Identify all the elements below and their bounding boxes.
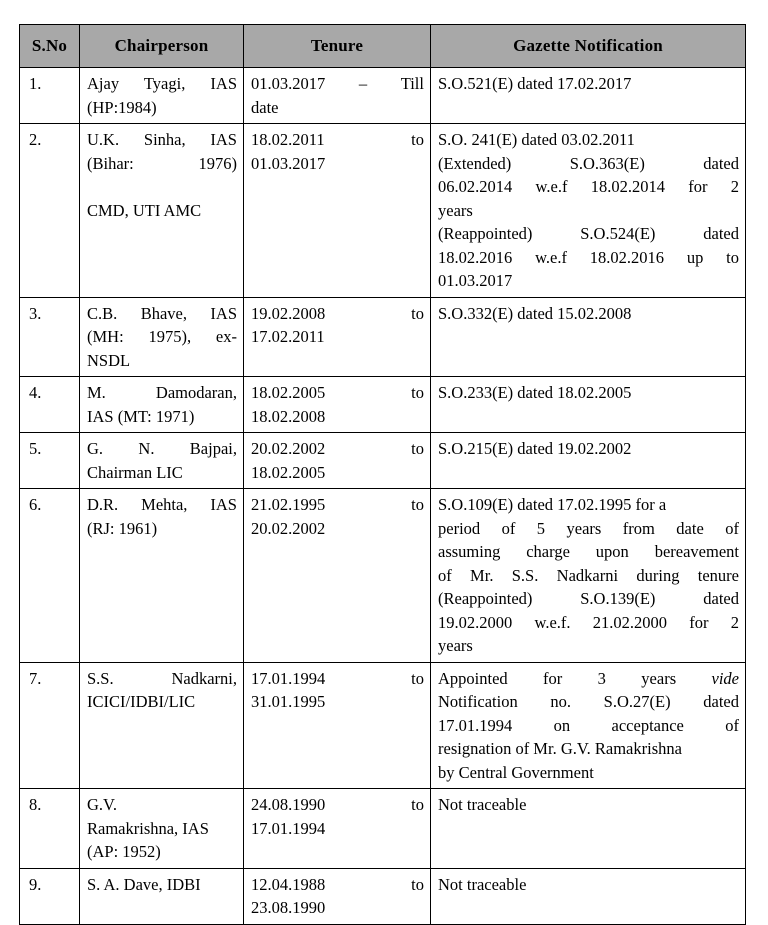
tenure-first-line xyxy=(251,667,424,691)
chairperson-value xyxy=(80,789,243,868)
gazette-line: assuming charge upon bereavement xyxy=(438,542,739,561)
column-header-chairperson: Chairperson xyxy=(80,25,244,68)
chairperson-line: (AP: 1952) xyxy=(87,842,161,861)
gazette-line: 18.02.2016 w.e.f 18.02.2016 up to xyxy=(438,247,739,267)
table-row xyxy=(20,789,746,869)
tenure-first-line xyxy=(251,493,424,517)
tenure-start-date: 17.01.1994 xyxy=(251,668,326,688)
tenure-end-date: 20.02.2002 xyxy=(251,518,326,538)
chairperson-line: G.V. xyxy=(87,795,117,814)
cell-sno xyxy=(20,124,80,298)
chairperson-line: S.S. Nadkarni, xyxy=(87,668,237,688)
gazette-line: period of 5 years from date of xyxy=(438,518,739,538)
sno-value: 3. xyxy=(29,303,42,323)
cell-chairperson xyxy=(80,662,244,789)
gazette-line: Appointed for 3 years vide xyxy=(438,668,739,688)
cell-tenure xyxy=(244,124,431,298)
spacer-line xyxy=(87,175,237,199)
cell-tenure xyxy=(244,377,431,433)
gazette-line: Not traceable xyxy=(438,795,527,814)
gazette-line: 17.01.1994 on acceptance of xyxy=(438,715,739,735)
chairperson-line: NSDL xyxy=(87,350,131,370)
gazette-value xyxy=(431,663,745,789)
tenure-value xyxy=(244,489,430,544)
tenure-start-date: 12.04.1988 xyxy=(251,874,326,894)
gazette-line: (Reappointed) S.O.139(E) dated xyxy=(438,589,739,608)
cell-gazette-notification xyxy=(431,433,746,489)
tenure-start-date: 18.02.2011 xyxy=(251,130,325,149)
chairperson-value xyxy=(80,68,243,123)
table-row xyxy=(20,868,746,924)
chairpersons-table xyxy=(19,24,746,925)
sno-value: 9. xyxy=(29,874,42,894)
table-header xyxy=(20,25,746,68)
gazette-value xyxy=(431,789,745,821)
chairperson-line: Chairman LIC xyxy=(87,462,183,482)
chairperson-line: ICICI/IDBI/LIC xyxy=(87,692,196,711)
gazette-line: 19.02.2000 w.e.f. 21.02.2000 for 2 xyxy=(438,612,739,632)
tenure-end-date: 17.02.2011 xyxy=(251,327,325,346)
table-row xyxy=(20,489,746,663)
cell-gazette-notification xyxy=(431,789,746,869)
chairperson-line: C.B. Bhave, IAS xyxy=(87,303,237,323)
gazette-value xyxy=(431,377,745,409)
tenure-first-line xyxy=(251,437,424,461)
tenure-start-date: 20.02.2002 xyxy=(251,439,326,458)
chairperson-line: S. A. Dave, IDBI xyxy=(87,874,201,894)
chairperson-value xyxy=(80,377,243,432)
table-row xyxy=(20,297,746,377)
tenure-end-date: 23.08.1990 xyxy=(251,898,326,917)
tenure-value xyxy=(244,869,430,924)
gazette-line: resignation of Mr. G.V. Ramakrishna xyxy=(438,739,682,758)
tenure-end-date: 01.03.2017 xyxy=(251,153,326,173)
tenure-connector: to xyxy=(411,668,424,688)
gazette-line: S.O.215(E) dated 19.02.2002 xyxy=(438,439,632,458)
cell-gazette-notification xyxy=(431,377,746,433)
gazette-line: years xyxy=(438,200,473,220)
chairperson-line: CMD, UTI AMC xyxy=(87,200,202,220)
tenure-connector: – xyxy=(358,74,368,93)
tenure-start-date: 01.03.2017 xyxy=(251,74,326,93)
table-row xyxy=(20,68,746,124)
gazette-line: S.O.332(E) dated 15.02.2008 xyxy=(438,303,632,323)
tenure-start-date: 19.02.2008 xyxy=(251,303,326,323)
cell-tenure xyxy=(244,789,431,869)
table-body xyxy=(20,68,746,925)
chairperson-value xyxy=(80,869,243,901)
cell-chairperson xyxy=(80,68,244,124)
tenure-value xyxy=(244,124,430,179)
tenure-start-date: 21.02.1995 xyxy=(251,495,326,514)
sno-value: 7. xyxy=(29,668,42,688)
cell-chairperson xyxy=(80,868,244,924)
chairperson-line: M. Damodaran, xyxy=(87,383,237,402)
gazette-line: Not traceable xyxy=(438,874,527,894)
tenure-first-line xyxy=(251,381,424,405)
cell-gazette-notification xyxy=(431,868,746,924)
tenure-first-line xyxy=(251,873,424,897)
cell-tenure xyxy=(244,489,431,663)
tenure-value xyxy=(244,663,430,718)
tenure-first-line xyxy=(251,72,424,96)
tenure-connector: to xyxy=(411,383,424,402)
chairperson-value xyxy=(80,489,243,544)
column-header-sno: S.No xyxy=(20,25,80,68)
chairperson-line: Ajay Tyagi, IAS xyxy=(87,74,237,93)
gazette-line: by Central Government xyxy=(438,762,594,782)
chairperson-line: (MH: 1975), ex- xyxy=(87,327,237,346)
gazette-line: S.O.521(E) dated 17.02.2017 xyxy=(438,74,632,93)
gazette-line: S.O.109(E) dated 17.02.1995 for a xyxy=(438,495,667,514)
tenure-connector: to xyxy=(411,874,424,894)
cell-gazette-notification xyxy=(431,662,746,789)
sno-value: 2. xyxy=(29,130,42,149)
table-row xyxy=(20,662,746,789)
chairperson-value xyxy=(80,663,243,718)
cell-tenure xyxy=(244,297,431,377)
column-header-gazette: Gazette Notification xyxy=(431,25,746,68)
gazette-line: (Extended) S.O.363(E) dated xyxy=(438,153,739,173)
tenure-connector: to xyxy=(411,303,424,323)
chairperson-value xyxy=(80,433,243,488)
tenure-end-part1: Till xyxy=(400,74,424,93)
sno-value: 8. xyxy=(29,795,42,814)
cell-sno xyxy=(20,662,80,789)
tenure-value xyxy=(244,298,430,353)
cell-sno xyxy=(20,489,80,663)
chairperson-line: G. N. Bajpai, xyxy=(87,439,237,458)
chairperson-value xyxy=(80,298,243,377)
sno-value: 6. xyxy=(29,495,42,514)
table-row xyxy=(20,124,746,298)
table-header-row xyxy=(20,25,746,68)
cell-gazette-notification xyxy=(431,297,746,377)
cell-sno xyxy=(20,68,80,124)
gazette-value xyxy=(431,68,745,100)
gazette-value xyxy=(431,433,745,465)
tenure-end-part2: date xyxy=(251,97,279,117)
tenure-connector: to xyxy=(411,439,424,458)
cell-chairperson xyxy=(80,124,244,298)
table-row xyxy=(20,377,746,433)
cell-chairperson xyxy=(80,789,244,869)
sno-value: 4. xyxy=(29,383,42,402)
chairperson-line: U.K. Sinha, IAS xyxy=(87,130,237,149)
cell-tenure xyxy=(244,868,431,924)
tenure-value xyxy=(244,377,430,432)
gazette-line: Notification no. S.O.27(E) dated xyxy=(438,692,739,711)
sno-value: 5. xyxy=(29,439,42,458)
cell-gazette-notification xyxy=(431,124,746,298)
tenure-value xyxy=(244,789,430,844)
gazette-line: of Mr. S.S. Nadkarni during tenure xyxy=(438,565,739,585)
cell-sno xyxy=(20,433,80,489)
tenure-value xyxy=(244,68,430,123)
tenure-start-date: 18.02.2005 xyxy=(251,383,326,402)
cell-chairperson xyxy=(80,433,244,489)
cell-chairperson xyxy=(80,297,244,377)
tenure-end-date: 31.01.1995 xyxy=(251,692,326,711)
chairperson-value xyxy=(80,124,243,226)
sno-value: 1. xyxy=(29,74,42,93)
chairperson-line: (HP:1984) xyxy=(87,97,157,117)
chairperson-line: Ramakrishna, IAS xyxy=(87,818,209,838)
tenure-end-date: 18.02.2008 xyxy=(251,406,326,426)
cell-sno xyxy=(20,297,80,377)
gazette-value xyxy=(431,298,745,330)
gazette-line: (Reappointed) S.O.524(E) dated xyxy=(438,224,739,243)
tenure-value xyxy=(244,433,430,488)
gazette-line: S.O.233(E) dated 18.02.2005 xyxy=(438,383,632,402)
cell-sno xyxy=(20,377,80,433)
tenure-first-line xyxy=(251,128,424,152)
chairperson-line: D.R. Mehta, IAS xyxy=(87,495,237,514)
gazette-value xyxy=(431,124,745,297)
gazette-emphasis: vide xyxy=(711,668,739,688)
gazette-line: 06.02.2014 w.e.f 18.02.2014 for 2 xyxy=(438,177,739,196)
gazette-line: S.O. 241(E) dated 03.02.2011 xyxy=(438,130,635,149)
tenure-end-date: 18.02.2005 xyxy=(251,462,326,482)
tenure-first-line xyxy=(251,793,424,817)
tenure-first-line xyxy=(251,302,424,326)
cell-gazette-notification xyxy=(431,68,746,124)
tenure-end-date: 17.01.1994 xyxy=(251,818,326,838)
chairperson-line: (Bihar: 1976) xyxy=(87,153,237,173)
cell-sno xyxy=(20,789,80,869)
gazette-value xyxy=(431,869,745,901)
gazette-line: 01.03.2017 xyxy=(438,271,513,290)
tenure-connector: to xyxy=(411,495,424,514)
chairperson-line: IAS (MT: 1971) xyxy=(87,406,195,426)
tenure-connector: to xyxy=(411,130,424,149)
cell-tenure xyxy=(244,662,431,789)
table-row xyxy=(20,433,746,489)
chairperson-line: (RJ: 1961) xyxy=(87,518,158,538)
cell-gazette-notification xyxy=(431,489,746,663)
cell-chairperson xyxy=(80,377,244,433)
tenure-start-date: 24.08.1990 xyxy=(251,795,326,814)
cell-tenure xyxy=(244,433,431,489)
cell-tenure xyxy=(244,68,431,124)
gazette-value xyxy=(431,489,745,662)
cell-sno xyxy=(20,868,80,924)
cell-chairperson xyxy=(80,489,244,663)
gazette-line: years xyxy=(438,636,473,655)
column-header-tenure: Tenure xyxy=(244,25,431,68)
tenure-connector: to xyxy=(411,795,424,814)
